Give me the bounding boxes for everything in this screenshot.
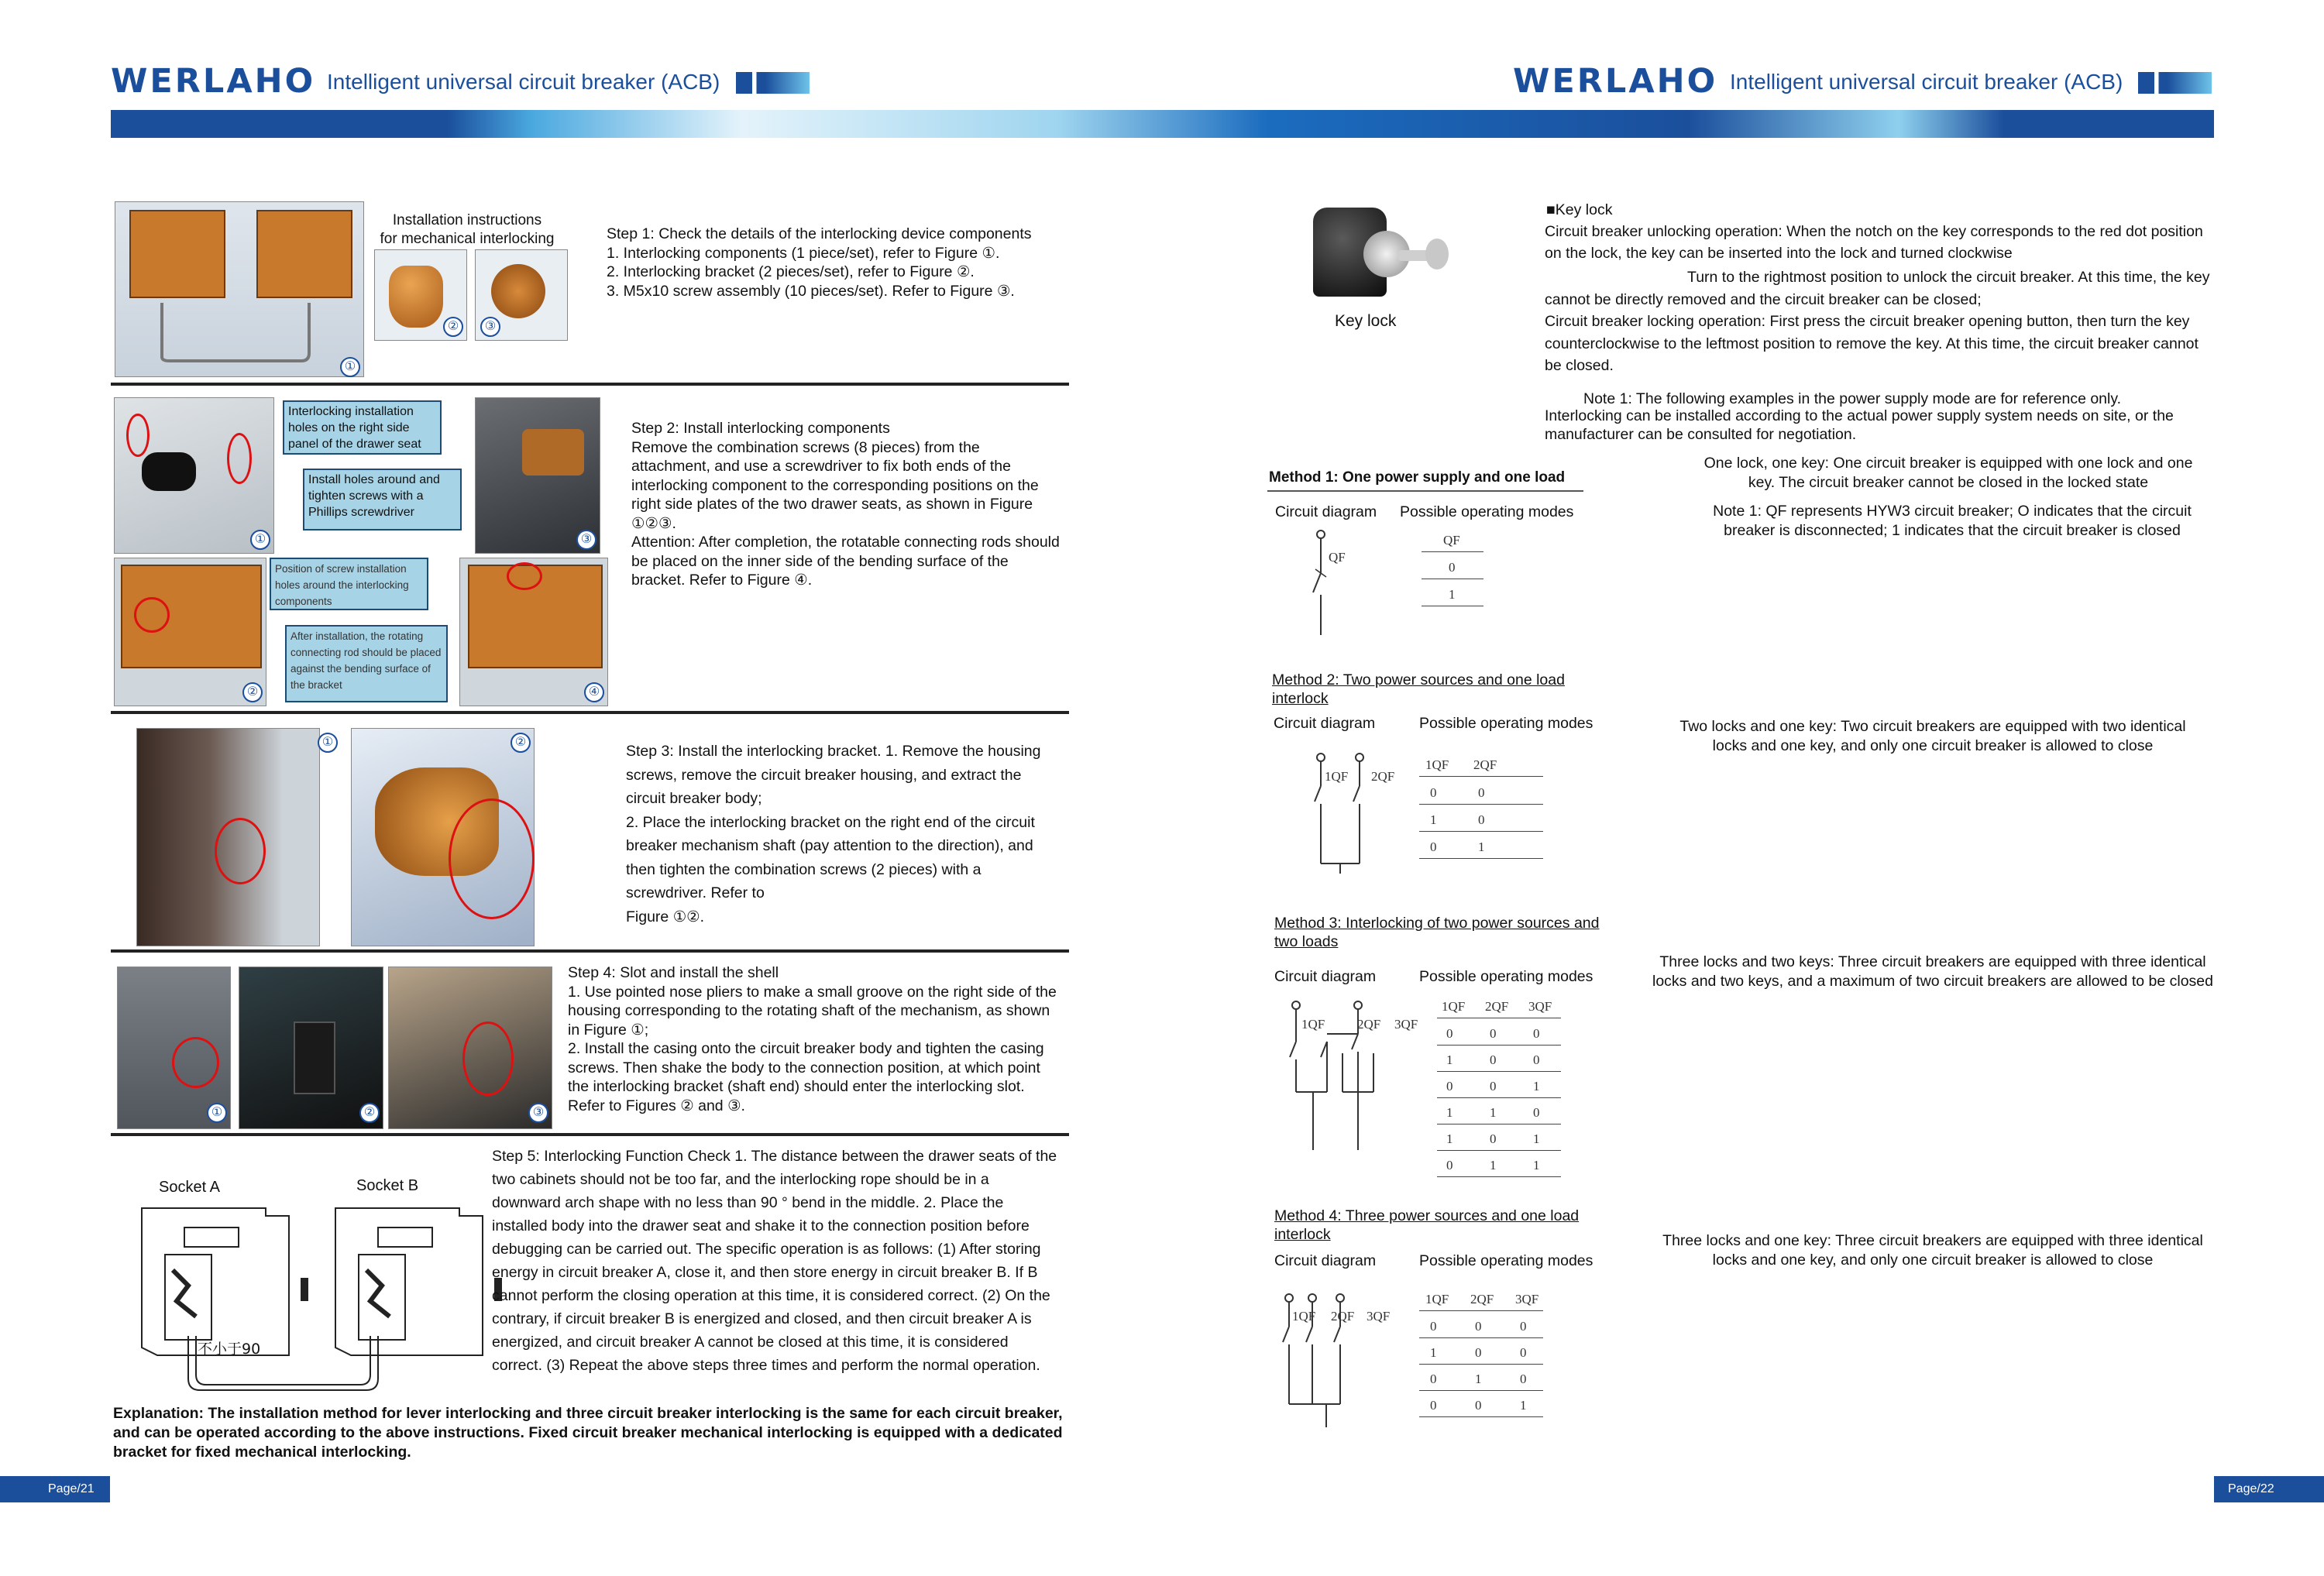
figure-number-3: ③ <box>528 1103 548 1123</box>
socket-b-label: Socket B <box>356 1177 419 1194</box>
figure-number-3: ③ <box>480 317 500 337</box>
table-row <box>1437 1131 1561 1151</box>
key-lock-unlock-text: Circuit breaker unlocking operation: When the notch on the key corresponds to the red dot position on the lock, the key can be inserted into the lock and turned clockwise <box>1545 223 2203 262</box>
table-cell: 1 <box>1430 812 1437 827</box>
table-row <box>1419 840 1543 859</box>
step4-photo-casing <box>239 967 383 1129</box>
divider-2 <box>111 711 1069 714</box>
unlock-continued: Turn to the rightmost position to unlock the circuit breaker. At this time, the key cannot be directly removed and the circuit breaker can be closed; <box>1545 269 2210 308</box>
step2-photo-seat-b <box>459 558 608 706</box>
table-row <box>1419 1345 1543 1365</box>
divider-3 <box>111 949 1069 953</box>
figure-number-2: ② <box>359 1103 380 1123</box>
table-row <box>1437 1158 1561 1177</box>
step2-photo-panel <box>114 397 274 554</box>
table-cell: 0 <box>1490 1026 1497 1041</box>
table-cell: 0 <box>1478 785 1485 800</box>
step3-photo-bracket <box>351 728 535 946</box>
step2-text: Step 2: Install interlocking components Remove the combination screws (8 pieces) from the attachment, and use a screwdriver to fix both ends of the interlocking component to the corresponding positions on the right side plates of the two drawer seats, as shown in Figure ①②③. Attention: After completion, the rotatable connecting rods should be placed on the inner side of the bending surface of the bracket. Refer to Figure ④. <box>631 420 1060 589</box>
method3-circuit <box>1282 999 1406 1154</box>
table-cell: 1 <box>1533 1079 1540 1094</box>
table-row <box>1437 1079 1561 1098</box>
table-cell: 0 <box>1430 1398 1437 1413</box>
callout-screw-positions: Position of screw installation holes around the interlocking components <box>270 558 428 610</box>
table-row <box>1437 1105 1561 1124</box>
table-header: 1QF <box>1425 757 1449 772</box>
figure-number-2: ② <box>242 682 263 702</box>
socket-drawing <box>134 1200 521 1402</box>
callout-tighten-screws: Install holes around and tighten screws with a Phillips screwdriver <box>303 469 462 530</box>
table-row <box>1419 785 1543 805</box>
brand-logo-left: WERLAHO <box>111 62 316 101</box>
table-header: 2QF <box>1473 757 1497 772</box>
method2-circuit-label-1: 1QF <box>1325 769 1349 784</box>
bend-angle-note: 不小于90 <box>198 1341 261 1358</box>
figure-number-2: ② <box>443 317 463 337</box>
table-cell: 0 <box>1475 1319 1482 1334</box>
table-cell: 1 <box>1446 1052 1453 1067</box>
figure-number-1: ① <box>318 733 338 753</box>
socket-a-label: Socket A <box>159 1179 220 1196</box>
method4-modes-label: Possible operating modes <box>1419 1252 1593 1269</box>
key-lock-title: ■Key lock <box>1546 201 1613 218</box>
step3-photo-body <box>136 728 334 946</box>
interlock-rope <box>115 202 363 376</box>
table-cell: 0 <box>1446 1079 1453 1094</box>
step1-photo-bracket <box>374 249 467 341</box>
method2-description: Two locks and one key: Two circuit breakers are equipped with two identical locks and one key, and only one circuit breaker is allowed to close <box>1679 718 2186 754</box>
method3-modes-label: Possible operating modes <box>1419 968 1593 985</box>
table-cell: 1 <box>1446 1131 1453 1146</box>
table-row <box>1422 587 1483 606</box>
key-head <box>1425 239 1449 270</box>
page-number-right <box>2214 1476 2324 1502</box>
method1-title: Method 1: One power supply and one load <box>1269 469 1566 486</box>
method1-note: Note 1: QF represents HYW3 circuit breaker; O indicates that the circuit breaker is disconnected; 1 indicates that the circuit breaker is closed <box>1713 503 2192 539</box>
panel-cutout <box>142 452 196 491</box>
table-cell: 1 <box>1446 1105 1453 1120</box>
header-accent-left <box>736 72 810 94</box>
table-cell: 0 <box>1449 560 1456 575</box>
table-row <box>1422 560 1483 579</box>
bracket-highlight <box>449 798 535 919</box>
table-cell: 0 <box>1430 785 1437 800</box>
hole-highlight-2 <box>227 433 252 484</box>
method3-title: Method 3: Interlocking of two power sources and two loads <box>1274 915 1600 950</box>
table-cell: 0 <box>1478 812 1485 827</box>
callout-install-holes: Interlocking installation holes on the right side panel of the drawer seat <box>283 400 442 455</box>
step3-text: Step 3: Install the interlocking bracket. 1. Remove the housing screws, remove the circuit breaker housing, and extract the circuit breaker body; 2. Place the interlocking bracket on the right end of the circuit breaker mechanism shaft (pay attention to the direction), and then tighten the combination screws (2 pieces) with a screwdriver. Refer to Figure ①②. <box>626 743 1041 925</box>
step2-photo-seat-a <box>114 558 266 706</box>
key-lock-lock-text: Circuit breaker locking operation: First press the circuit breaker opening button, then turn the key counterclockwise to the leftmost position to remove the key. At this time, the circuit breaker cannot be closed. <box>1545 313 2199 374</box>
method1-circuit <box>1301 527 1363 643</box>
method3-description: Three locks and two keys: Three circuit breakers are equipped with three identical locks and two keys, and a maximum of two circuit breakers are allowed to be closed <box>1652 953 2213 990</box>
table-cell: 0 <box>1430 1319 1437 1334</box>
step4-photo-groove <box>117 967 231 1129</box>
table-row <box>1419 1398 1543 1417</box>
step4-text: Step 4: Slot and install the shell 1. Use pointed nose pliers to make a small groove on the right side of the housing corresponding to the rotating shaft of the mechanism, as shown in Figure ①; 2. Install the casing onto the circuit breaker body and tighten the casing screws. Then shake the body to the connection position, at which point the interlocking bracket (shaft end) should enter the interlocking slot. Refer to Figures ② and ③. <box>568 964 1057 1114</box>
step3-section <box>111 724 1069 949</box>
page-label-left: Page/21 <box>48 1482 95 1495</box>
method2-title: Method 2: Two power sources and one load interlock <box>1272 671 1565 707</box>
method2-diagram-label: Circuit diagram <box>1274 715 1376 732</box>
table-cell: 0 <box>1475 1398 1482 1413</box>
table-header: 3QF <box>1528 999 1552 1014</box>
mechanical-interlock-caption: Installation instructions for mechanical interlocking <box>380 212 555 247</box>
method1-underline <box>1267 490 1583 492</box>
figure-number-2: ② <box>511 733 531 753</box>
screw-highlight <box>134 597 170 633</box>
table-cell: 0 <box>1446 1026 1453 1041</box>
table-cell: 1 <box>1533 1158 1540 1173</box>
figure-number-1: ① <box>207 1103 227 1123</box>
method1-modes-label: Possible operating modes <box>1400 503 1574 520</box>
table-row <box>1419 1292 1543 1311</box>
table-cell: 1 <box>1490 1158 1497 1173</box>
table-cell: 0 <box>1533 1026 1540 1041</box>
table-row <box>1419 812 1543 832</box>
table-header: 1QF <box>1442 999 1466 1014</box>
table-cell: 1 <box>1430 1345 1437 1360</box>
groove-highlight <box>172 1037 219 1088</box>
table-cell: 1 <box>1475 1372 1482 1386</box>
table-cell: 0 <box>1430 1372 1437 1386</box>
table-header: 2QF <box>1470 1292 1494 1306</box>
hole-highlight-1 <box>126 414 150 457</box>
figure-number-1: ① <box>250 530 270 550</box>
table-cell: 1 <box>1520 1398 1527 1413</box>
method1-diagram-label: Circuit diagram <box>1275 503 1377 520</box>
step1-photo-drawer-seats <box>115 201 364 377</box>
table-row <box>1419 1319 1543 1338</box>
explanation-text: Explanation: The installation method for lever interlocking and three circuit breaker interlocking is the same for each circuit breaker, and can be operated according to the above instructions. Fixed circuit breaker mechanical interlocking is equipped with a dedicated bracket for fixed mechanical interlocking. <box>113 1405 1063 1461</box>
slot-highlight <box>462 1021 514 1096</box>
key-lock-unlock-text-2 <box>1545 266 2219 311</box>
method1-description: One lock, one key: One circuit breaker is equipped with one lock and one key. The circuit breaker cannot be closed in the locked state <box>1703 455 2193 491</box>
table-row <box>1437 999 1561 1018</box>
note1-text: Note 1: The following examples in the power supply mode are for reference only. <box>1583 390 2122 407</box>
table-cell: 0 <box>1490 1079 1497 1094</box>
table-header: 2QF <box>1485 999 1509 1014</box>
method3-circuit-label-1: 1QF <box>1301 1017 1325 1032</box>
callout-rotating-rod: After installation, the rotating connecting rod should be placed against the bending surface of the bracket <box>285 625 448 702</box>
table-cell: 1 <box>1533 1131 1540 1146</box>
table-cell: 0 <box>1430 840 1437 854</box>
method3-table <box>1437 999 1561 1177</box>
table-header: QF <box>1443 533 1460 548</box>
method4-diagram-label: Circuit diagram <box>1274 1252 1377 1269</box>
table-cell: 1 <box>1478 840 1485 854</box>
step2-photo-screwdriver <box>475 397 600 554</box>
table-row <box>1419 1372 1543 1391</box>
figure-number-4: ④ <box>584 682 604 702</box>
method4-circuit-label-2: 2QF <box>1331 1309 1355 1324</box>
casing-body <box>294 1021 335 1094</box>
method4-title: Method 4: Three power sources and one load interlock <box>1274 1207 1580 1243</box>
step5-text: Step 5: Interlocking Function Check 1. The distance between the drawer seats of the two cabinets should not be too far, and the interlocking rope should be in a downward arch shape with no less than 90 ° bend in the middle. 2. Place the installed body into the drawer seat and shake it to the connection position before debugging can be carried out. The specific operation is as follows: (1) After storing energy in circuit breaker A, close it, and then store energy in circuit breaker B. If B cannot perform the closing operation at this time, it is considered correct. (2) On the contrary, if circuit breaker B is energized and closed, and then circuit breaker A is energized, and circuit breaker A cannot be closed at this time, it is considered correct. (3) Repeat the above steps three times and perform the normal operation. <box>492 1148 1057 1374</box>
table-cell: 1 <box>1449 587 1456 602</box>
step1-text: Step 1: Check the details of the interlocking device components 1. Interlocking components (1 piece/set), refer to Figure ①. 2. Interlocking bracket (2 pieces/set), refer to Figure ②. 3. M5x10 screw assembly (10 pieces/set). Refer to Figure ③. <box>607 225 1032 300</box>
table-cell: 0 <box>1520 1319 1527 1334</box>
method4-circuit-label-3: 3QF <box>1367 1309 1391 1324</box>
header-subtitle-left: Intelligent universal circuit breaker (ACB) <box>327 70 720 94</box>
table-cell: 1 <box>1490 1105 1497 1120</box>
table-row <box>1422 533 1483 552</box>
key-lock-caption: Key lock <box>1335 312 1397 330</box>
step1-photo-screws <box>475 249 568 341</box>
table-row <box>1437 1052 1561 1072</box>
method4-table <box>1419 1292 1543 1416</box>
rod-highlight <box>507 562 542 590</box>
method2-modes-label: Possible operating modes <box>1419 715 1593 732</box>
page-number-left <box>0 1476 110 1502</box>
table-header: 1QF <box>1425 1292 1449 1306</box>
header-accent-right <box>2138 72 2212 94</box>
table-cell: 0 <box>1520 1372 1527 1386</box>
bracket-part <box>389 266 443 328</box>
header-band <box>111 110 2214 138</box>
screw-assembly <box>491 264 545 318</box>
method4-description: Three locks and one key: Three circuit breakers are equipped with three identical locks and one key, and only one circuit breaker is allowed to close <box>1662 1232 2203 1269</box>
divider-4 <box>111 1133 1069 1136</box>
table-cell: 0 <box>1533 1052 1540 1067</box>
method1-circuit-label: QF <box>1329 550 1346 565</box>
note1b-text: Interlocking can be installed according to the actual power supply system needs on site, or the manufacturer can be consulted for negotiation. <box>1545 407 2174 443</box>
header-subtitle-right: Intelligent universal circuit breaker (ACB) <box>1730 70 2123 94</box>
step5-section <box>111 1138 1069 1402</box>
step1-section <box>111 194 1069 383</box>
table-header: 3QF <box>1515 1292 1539 1306</box>
table-cell: 0 <box>1475 1345 1482 1360</box>
method4-circuit-label-1: 1QF <box>1292 1309 1316 1324</box>
step4-section <box>111 960 1069 1131</box>
page-label-right: Page/22 <box>2228 1482 2274 1495</box>
brand-logo-right: WERLAHO <box>1513 62 1718 101</box>
table-cell: 0 <box>1490 1052 1497 1067</box>
figure-number-1: ① <box>340 357 360 377</box>
shaft-highlight <box>215 818 266 884</box>
method1-table <box>1422 533 1483 610</box>
method3-diagram-label: Circuit diagram <box>1274 968 1377 985</box>
method3-circuit-label-2: 2QF <box>1357 1017 1381 1032</box>
table-row <box>1437 1026 1561 1046</box>
table-cell: 0 <box>1533 1105 1540 1120</box>
table-row <box>1419 757 1543 777</box>
step2-section <box>111 391 1069 709</box>
method2-table <box>1419 757 1543 866</box>
method3-circuit-label-3: 3QF <box>1394 1017 1418 1032</box>
divider-1 <box>111 383 1069 386</box>
table-cell: 0 <box>1520 1345 1527 1360</box>
key-lock-image <box>1309 204 1449 304</box>
figure-number-3: ③ <box>576 530 596 550</box>
method2-circuit-label-2: 2QF <box>1371 769 1395 784</box>
table-cell: 0 <box>1446 1158 1453 1173</box>
table-cell: 0 <box>1490 1131 1497 1146</box>
step4-photo-slot <box>388 967 552 1129</box>
bracket-highlight <box>522 429 584 476</box>
